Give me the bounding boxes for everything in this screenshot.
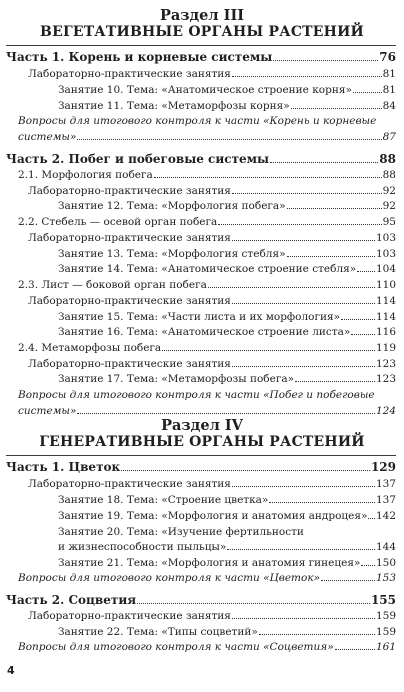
entry-title: Занятие 22. Тема: «Типы соцветий» [58,626,258,638]
toc-questions-entry[interactable] [6,572,396,585]
toc-lab-entry[interactable] [6,232,396,245]
dot-leader [232,486,375,487]
entry-title: Занятие 11. Тема: «Метаморфозы корня» [58,100,290,112]
toc-lesson-entry[interactable] [6,494,396,507]
toc-lesson-entry[interactable] [6,248,396,261]
dot-leader [287,208,382,209]
entry-page: 92 [382,185,396,197]
entry-page: 155 [370,593,396,607]
toc-lab-entry[interactable] [6,358,396,371]
entry-page: 81 [382,68,396,80]
entry-page: 119 [375,342,396,354]
entry-page: 137 [375,494,396,506]
dot-leader [351,334,375,335]
entry-page: 137 [375,478,396,490]
entry-page: 110 [375,279,396,291]
entry-page: 88 [379,152,396,166]
dot-leader [341,319,375,320]
entry-title: Часть 1. Корень и корневые системы [6,50,273,64]
entry-title: Лабораторно-практические занятия [28,478,231,490]
dot-leader [232,240,375,241]
entry-page: 103 [375,232,396,244]
entry-page: 103 [375,248,396,260]
entry-title: 2.4. Метаморфозы побега [18,342,162,354]
toc-lesson-entry[interactable] [6,557,396,570]
toc-lesson-entry[interactable] [6,84,396,97]
entry-page: 144 [375,541,396,553]
entry-page: 150 [375,557,396,569]
entry-page: 114 [375,311,396,323]
dot-leader [121,470,370,471]
entry-page: 92 [382,200,396,212]
dot-leader [368,518,375,519]
entry-page: 116 [375,326,396,338]
page-number: 4 [7,664,15,677]
entry-page: 123 [375,358,396,370]
entry-page: 161 [375,641,396,653]
toc-lesson-entry[interactable] [6,510,396,523]
entry-title: Часть 2. Побег и побеговые системы [6,152,270,166]
entry-page: 87 [382,131,396,143]
dot-leader [335,649,375,650]
dot-leader [287,256,375,257]
dot-leader [269,502,375,503]
toc-lesson-entry-line1[interactable]: Занятие 20. Тема: «Изучение фертильности [58,526,304,538]
toc-lab-entry[interactable] [6,68,396,81]
toc-lab-entry[interactable] [6,295,396,308]
entry-title: 2.3. Лист — боковой орган побега [18,279,207,291]
toc-lab-entry[interactable] [6,185,396,198]
toc-lesson-entry[interactable] [6,326,396,339]
entry-title: Лабораторно-практические занятия [28,295,231,307]
toc-lab-entry[interactable] [6,478,396,491]
dot-leader [321,580,375,581]
entry-page: 95 [382,216,396,228]
toc-lesson-entry[interactable] [6,100,396,113]
entry-title: Лабораторно-практические занятия [28,232,231,244]
toc-part-entry[interactable] [6,460,396,474]
entry-title: 2.2. Стебель — осевой орган побега [18,216,218,228]
toc-lesson-entry[interactable] [6,311,396,324]
dot-leader [361,565,375,566]
dot-leader [270,162,378,163]
dot-leader [162,350,375,351]
section-title: ГЕНЕРАТИВНЫЕ ОРГАНЫ РАСТЕНИЙ [39,434,365,450]
section-heading [0,8,404,40]
entry-page: 81 [382,84,396,96]
entry-title: Лабораторно-практические занятия [28,610,231,622]
toc-lesson-entry[interactable] [6,373,396,386]
entry-page: 84 [382,100,396,112]
toc-subsection-entry[interactable] [6,279,396,292]
entry-title: Занятие 17. Тема: «Метаморфозы побега» [58,373,295,385]
entry-title: Вопросы для итогового контроля к части «Цветок» [18,572,321,584]
entry-title: Лабораторно-практические занятия [28,68,231,80]
section-rule [6,455,396,456]
toc-questions-entry[interactable] [6,131,396,144]
section-number: Раздел IV [161,417,243,434]
section-rule [6,45,396,46]
toc-part-entry[interactable] [6,593,396,607]
section-number: Раздел III [159,7,245,24]
entry-title: Часть 1. Цветок [6,460,121,474]
dot-leader [357,271,375,272]
dot-leader [295,381,375,382]
dot-leader [154,177,382,178]
section-heading [0,418,404,450]
toc-lesson-entry[interactable] [6,626,396,639]
entry-page: 159 [375,610,396,622]
entry-page: 153 [375,572,396,584]
entry-page: 124 [375,405,396,417]
dot-leader [137,603,370,604]
entry-title: Занятие 12. Тема: «Морфология побега» [58,200,286,212]
section-title: ВЕГЕТАТИВНЫЕ ОРГАНЫ РАСТЕНИЙ [40,24,364,40]
toc-lesson-entry[interactable] [6,200,396,213]
entry-page: 88 [382,169,396,181]
entry-title: Занятие 14. Тема: «Анатомическое строение стебля» [58,263,357,275]
dot-leader [232,76,382,77]
entry-title-continued: и жизнеспособности пыльцы» [58,541,227,553]
entry-page: 159 [375,626,396,638]
entry-title: Вопросы для итогового контроля к части «Соцветия» [18,641,334,653]
entry-title: Занятие 10. Тема: «Анатомическое строение корня» [58,84,352,96]
toc-part-entry[interactable] [6,152,396,166]
dot-leader [227,549,375,550]
entry-title-continued: системы» [18,405,77,417]
toc-subsection-entry[interactable] [6,169,396,182]
dot-leader [353,92,382,93]
toc-part-entry[interactable] [6,50,396,64]
dot-leader [232,618,375,619]
toc-lesson-entry[interactable] [6,263,396,276]
entry-page: 123 [375,373,396,385]
entry-page: 104 [375,263,396,275]
entry-page: 129 [370,460,396,474]
toc-subsection-entry[interactable] [6,216,396,229]
entry-title: Часть 2. Соцветия [6,593,137,607]
dot-leader [232,366,375,367]
entry-title: 2.1. Морфология побега [18,169,153,181]
entry-title: Лабораторно-практические занятия [28,185,231,197]
toc-lab-entry[interactable] [6,610,396,623]
entry-title: Занятие 16. Тема: «Анатомическое строение листа» [58,326,351,338]
toc-lesson-entry[interactable] [6,541,396,554]
dot-leader [218,224,381,225]
toc-questions-entry-line1[interactable]: Вопросы для итогового контроля к части «Корень и корневые [18,115,377,127]
toc-questions-entry-line1[interactable]: Вопросы для итогового контроля к части «Побег и побеговые [18,389,375,401]
entry-page: 114 [375,295,396,307]
dot-leader [259,634,375,635]
dot-leader [208,287,375,288]
toc-subsection-entry[interactable] [6,342,396,355]
entry-title: Занятие 18. Тема: «Строение цветка» [58,494,269,506]
entry-title: Занятие 19. Тема: «Морфология и анатомия андроцея» [58,510,368,522]
entry-page: 76 [379,50,396,64]
entry-title: Занятие 13. Тема: «Морфология стебля» [58,248,286,260]
dot-leader [291,108,382,109]
entry-title: Занятие 21. Тема: «Морфология и анатомия гинецея» [58,557,361,569]
dot-leader [77,413,375,414]
dot-leader [77,139,381,140]
dot-leader [273,60,378,61]
entry-title: Лабораторно-практические занятия [28,358,231,370]
dot-leader [232,303,375,304]
dot-leader [232,193,382,194]
entry-title-continued: системы» [18,131,77,143]
entry-title: Занятие 15. Тема: «Части листа и их морфология» [58,311,341,323]
entry-page: 142 [375,510,396,522]
toc-questions-entry[interactable] [6,641,396,654]
